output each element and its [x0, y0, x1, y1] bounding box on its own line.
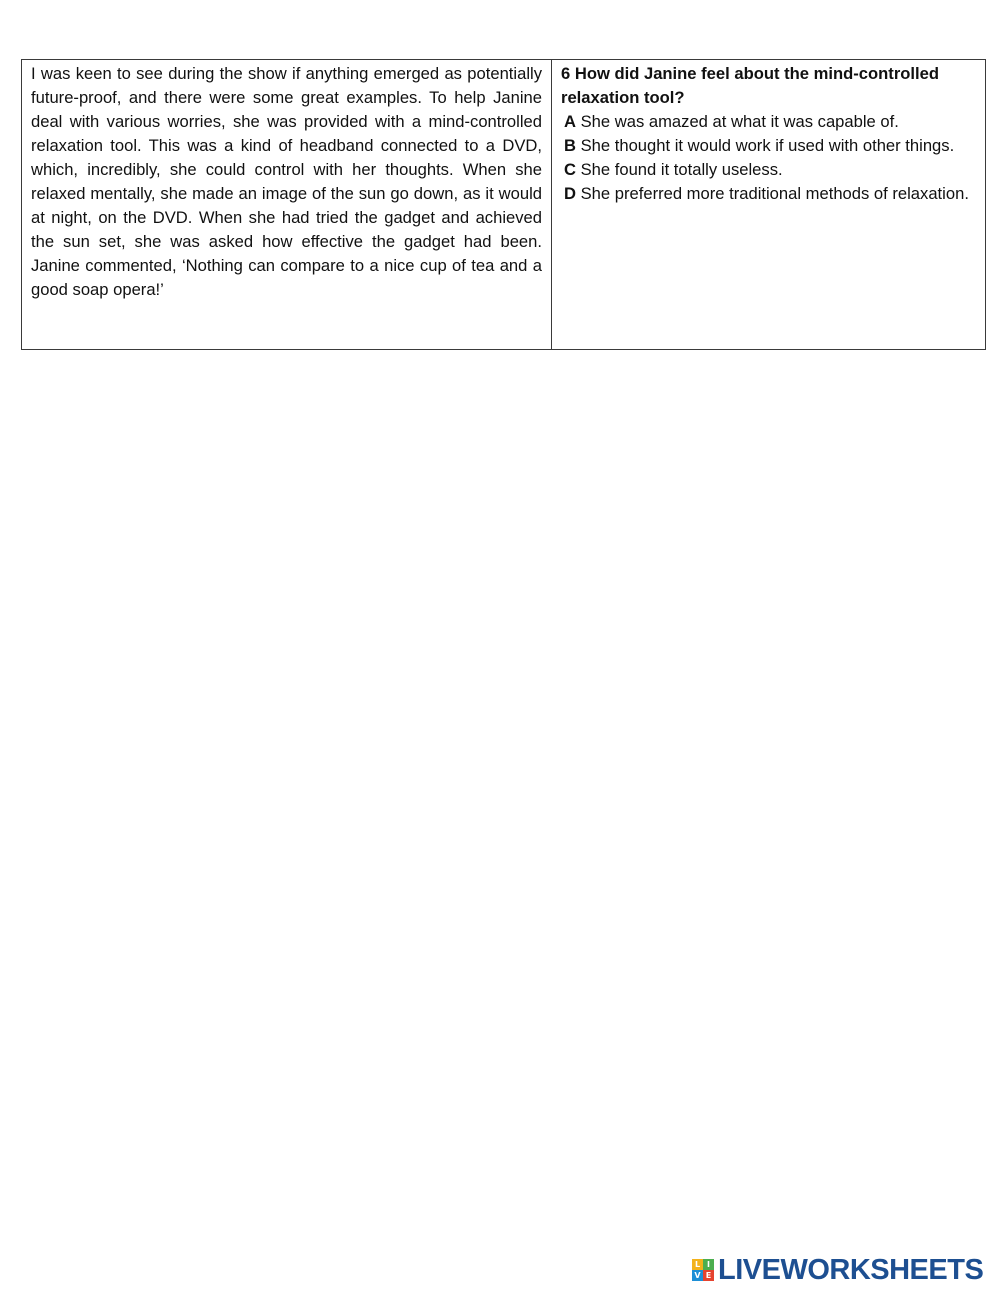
- question-cell: [552, 60, 985, 349]
- option-a[interactable]: [561, 110, 975, 134]
- option-text: She preferred more traditional methods of relaxation.: [580, 184, 969, 203]
- passage-text: I was keen to see during the show if anything emerged as potentially future-proof, and there were some great examples. To help Janine deal with various worries, she was provided with a mind-controlled relaxation tool. This was a kind of headband connected to a DVD, which, incredibly, she could control with her thoughts. When she relaxed mentally, she made an image of the sun go down, as it would at night, on the DVD. When she had tried the gadget and achieved the sun set, she was asked how effective the gadget had been. Janine commented, ‘Nothing can compare to a nice cup of tea and a good soap opera!’: [31, 64, 542, 299]
- brand-name: LIVEWORKSHEETS: [718, 1253, 984, 1286]
- option-text: She found it totally useless.: [580, 160, 783, 179]
- option-letter: A: [564, 112, 576, 131]
- logo-mark-icon: [692, 1259, 714, 1281]
- worksheet-table: [21, 59, 986, 350]
- option-text: She was amazed at what it was capable of.: [580, 112, 899, 131]
- option-c[interactable]: [561, 158, 975, 182]
- logo-mark-v: V: [692, 1270, 703, 1281]
- question-title: 6 How did Janine feel about the mind-controlled relaxation tool?: [561, 64, 939, 107]
- option-letter: B: [564, 136, 576, 155]
- option-b[interactable]: [561, 134, 975, 158]
- option-d[interactable]: [561, 182, 975, 206]
- passage-cell: [22, 60, 552, 349]
- option-text: She thought it would work if used with other things.: [580, 136, 955, 155]
- liveworksheets-logo: [692, 1255, 983, 1285]
- logo-mark-i: I: [703, 1259, 714, 1270]
- option-letter: D: [564, 184, 576, 203]
- logo-mark-e: E: [703, 1270, 714, 1281]
- option-letter: C: [564, 160, 576, 179]
- logo-mark-l: L: [692, 1259, 703, 1270]
